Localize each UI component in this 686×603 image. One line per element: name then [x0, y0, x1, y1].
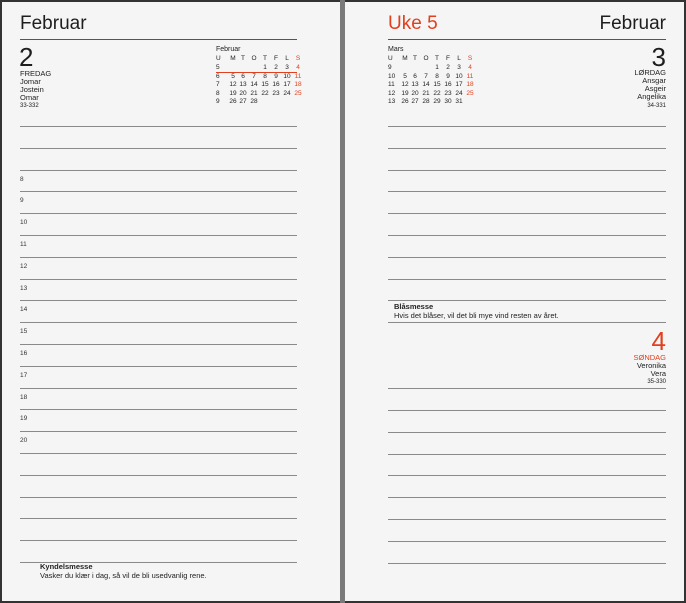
writing-line [20, 518, 297, 519]
writing-line [388, 257, 666, 258]
mini-calendar-day: 28 [250, 98, 258, 105]
mini-calendar-march [388, 46, 473, 116]
mini-calendar-day: 8 [435, 72, 439, 80]
mini-calendar-day: 21 [422, 89, 430, 97]
mini-calendar-header: S [467, 55, 473, 62]
mini-calendar-day: 18 [294, 81, 302, 88]
mini-calendar-day: 22 [261, 89, 269, 97]
mini-calendar-header: T [413, 55, 417, 62]
writing-line [388, 126, 666, 127]
writing-line [388, 191, 666, 192]
writing-line [388, 213, 666, 214]
hour-label: 12 [20, 262, 28, 270]
saturday-weekday: LØRDAG [634, 68, 666, 77]
writing-line [388, 410, 666, 411]
mini-calendar-day: 13 [411, 81, 419, 88]
writing-line [388, 454, 666, 455]
note-title: Blåsmesse [394, 302, 434, 311]
writing-line [388, 235, 666, 236]
writing-line [20, 300, 297, 301]
writing-line [20, 213, 297, 214]
mini-calendar-day: 17 [283, 81, 291, 88]
mini-calendar-day: 25 [466, 89, 474, 97]
mini-calendar-day: 7 [424, 72, 428, 80]
mini-calendar-header: T [241, 55, 245, 62]
mini-calendar-header: O [423, 55, 429, 62]
hour-label: 20 [20, 437, 28, 445]
hour-label: 13 [20, 284, 28, 292]
right-month-title: Februar [599, 13, 666, 34]
mini-calendar-header: F [274, 55, 278, 62]
mini-calendar-day: 15 [261, 81, 269, 88]
name-day: Vera [650, 369, 666, 379]
mini-calendar-day: 9 [446, 72, 450, 80]
mini-calendar-day: 31 [455, 98, 463, 105]
mini-calendar-day: 24 [455, 89, 463, 97]
mini-calendar-day: 10 [283, 72, 291, 80]
hour-label: 15 [20, 328, 28, 336]
left-day-of-year: 33-332 [20, 103, 39, 109]
mini-calendar-title: Februar [216, 46, 241, 53]
mini-calendar-day: 5 [231, 72, 235, 80]
writing-line [20, 148, 297, 149]
name-day: Ansgar [642, 76, 666, 85]
week-title: Uke 5 [388, 13, 438, 34]
name-day: Jomar [20, 77, 41, 86]
current-week-underline [216, 72, 297, 73]
sunday-name-days [637, 362, 666, 378]
writing-line [20, 235, 297, 236]
hour-label: 8 [20, 175, 24, 183]
writing-line [20, 279, 297, 280]
writing-line [20, 170, 297, 171]
writing-line [20, 257, 297, 258]
saturday-date-number: 3 [651, 42, 666, 72]
mini-calendar-header: M [402, 55, 408, 62]
right-page [345, 2, 684, 601]
writing-line [388, 475, 666, 476]
mini-calendar-day: 14 [250, 81, 258, 88]
mini-calendar-day: 3 [457, 64, 461, 71]
sunday-date-number: 4 [651, 326, 666, 356]
name-day: Jostein [20, 85, 44, 95]
mini-calendar-header: U [216, 55, 221, 62]
mini-calendar-day: 22 [433, 89, 441, 97]
hour-label: 10 [20, 219, 28, 227]
mini-calendar-header: F [446, 55, 450, 62]
mini-calendar-week-number: 11 [388, 81, 395, 88]
mini-calendar-week-number: 8 [216, 89, 220, 97]
hour-label: 14 [20, 306, 28, 314]
mini-calendar-day: 15 [433, 81, 441, 88]
mini-calendar-day: 27 [239, 98, 247, 105]
writing-line [20, 409, 297, 410]
mini-calendar-header: S [295, 55, 301, 62]
writing-line [20, 475, 297, 476]
saturday-name-days [637, 77, 666, 102]
mini-calendar-day: 20 [239, 89, 247, 97]
mini-calendar-day: 17 [455, 81, 463, 88]
mini-calendar-day: 29 [433, 98, 441, 105]
left-page [2, 2, 340, 601]
mini-calendar-day: 6 [241, 72, 245, 80]
writing-line [20, 126, 297, 127]
left-name-days [20, 78, 44, 103]
writing-line [20, 453, 297, 454]
sunday-weekday: SØNDAG [633, 353, 666, 362]
mini-calendar-header: L [457, 55, 461, 62]
left-date-number: 2 [19, 42, 34, 72]
mini-calendar-header: O [251, 55, 257, 62]
note-title: Kyndelsmesse [40, 562, 93, 571]
writing-line [388, 563, 666, 564]
mini-calendar-header: T [263, 55, 267, 62]
mini-calendar-week-number: 9 [388, 64, 392, 71]
mini-calendar-day: 27 [411, 98, 419, 105]
left-weekday: FREDAG [20, 69, 52, 78]
mini-calendar-day: 26 [401, 98, 409, 105]
writing-line [20, 431, 297, 432]
mini-calendar-day: 12 [229, 81, 237, 88]
mini-calendar-day: 13 [239, 81, 247, 88]
mini-calendar-day: 1 [263, 64, 267, 71]
mini-calendar-day: 4 [468, 64, 472, 71]
hour-label: 18 [20, 393, 28, 401]
mini-calendar-header: L [285, 55, 289, 62]
mini-calendar-day: 23 [272, 89, 280, 97]
writing-line [388, 388, 666, 389]
mini-calendar-day: 5 [403, 72, 407, 80]
mini-calendar-header: M [230, 55, 236, 62]
note-text: Vasker du klær i dag, så vil de bli usedvanlig rene. [40, 571, 207, 580]
mini-calendar-day: 16 [272, 81, 280, 88]
mini-calendar-day: 8 [263, 72, 267, 80]
name-day: Angelika [637, 92, 666, 102]
saturday-day-of-year: 34-331 [647, 103, 666, 109]
mini-calendar-day: 21 [250, 89, 258, 97]
sunday-day-of-year: 35-330 [647, 379, 666, 385]
mini-calendar-day: 2 [274, 64, 278, 71]
mini-calendar-week-number: 13 [388, 98, 396, 105]
writing-line [388, 497, 666, 498]
hour-label: 9 [20, 197, 24, 205]
left-month-title: Februar [20, 13, 87, 34]
mini-calendar-day: 20 [411, 89, 419, 97]
right-note [394, 302, 559, 320]
mini-calendar-week-number: 7 [216, 81, 220, 88]
name-day: Asgeir [644, 84, 666, 94]
writing-line [20, 540, 297, 541]
writing-line [20, 366, 297, 367]
mini-calendar-day: 19 [401, 89, 409, 97]
mini-calendar-week-number: 6 [216, 72, 220, 80]
left-note [40, 562, 207, 580]
mini-calendar-february [216, 46, 301, 116]
mini-calendar-week-number: 9 [216, 98, 220, 105]
mini-calendar-header: T [435, 55, 439, 62]
mini-calendar-day: 24 [283, 89, 291, 97]
writing-line [20, 322, 297, 323]
name-day: Veronika [636, 361, 666, 370]
writing-line [388, 170, 666, 171]
mini-calendar-day: 11 [466, 72, 474, 80]
writing-line [388, 148, 666, 149]
mini-calendar-day: 25 [294, 89, 302, 97]
mini-calendar-day: 16 [444, 81, 452, 88]
mini-calendar-day: 19 [229, 89, 237, 97]
mini-calendar-week-number: 10 [388, 72, 396, 80]
right-title-rule [388, 39, 666, 40]
mini-calendar-day: 18 [466, 81, 474, 88]
mini-calendar-day: 9 [274, 72, 278, 80]
mini-calendar-day: 26 [229, 98, 237, 105]
mini-calendar-day: 3 [285, 64, 289, 71]
hour-label: 19 [20, 415, 28, 423]
writing-line [388, 519, 666, 520]
hour-label: 11 [20, 241, 27, 248]
writing-line [20, 191, 297, 192]
mini-calendar-day: 23 [444, 89, 452, 97]
mini-calendar-day: 11 [294, 72, 302, 80]
name-day: Omar [20, 93, 39, 103]
writing-line [388, 279, 666, 280]
mini-calendar-week-number: 5 [216, 64, 220, 71]
hour-label: 17 [20, 371, 28, 379]
writing-line [20, 344, 297, 345]
mini-calendar-week-number: 12 [388, 89, 396, 97]
mini-calendar-day: 6 [413, 72, 417, 80]
writing-line [388, 541, 666, 542]
mini-calendar-day: 7 [252, 72, 256, 80]
mini-calendar-day: 4 [296, 64, 300, 71]
mini-calendar-day: 2 [446, 64, 450, 71]
mini-calendar-header: U [388, 55, 393, 62]
mini-calendar-day: 12 [401, 81, 409, 88]
mini-calendar-day: 14 [422, 81, 430, 88]
mini-calendar-day: 30 [444, 98, 452, 105]
writing-line [388, 432, 666, 433]
mini-calendar-title: Mars [388, 46, 404, 53]
writing-line [20, 388, 297, 389]
mini-calendar-day: 10 [455, 72, 463, 80]
mini-calendar-day: 28 [422, 98, 430, 105]
writing-line [20, 497, 297, 498]
mini-calendar-day: 1 [435, 64, 439, 71]
note-text: Hvis det blåser, vil det bli mye vind resten av året. [394, 311, 559, 320]
hour-label: 16 [20, 350, 28, 357]
writing-line [388, 322, 666, 323]
left-title-rule [20, 39, 297, 40]
